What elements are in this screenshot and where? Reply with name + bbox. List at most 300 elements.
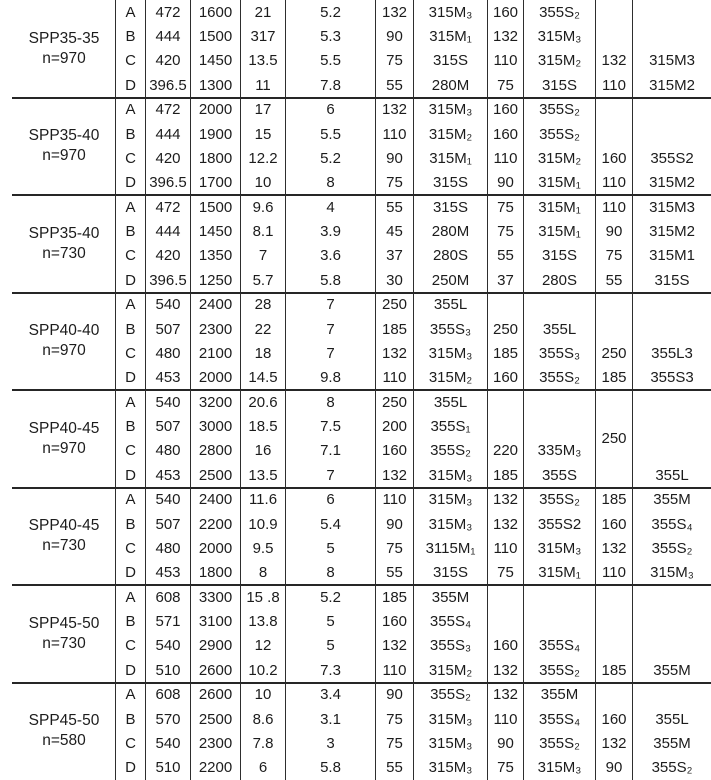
value-cell: 2900 <box>198 637 233 655</box>
model-name: SPP35-40 <box>28 224 100 242</box>
power-value-cell: 110 <box>602 564 626 582</box>
column-row-letter <box>115 0 145 98</box>
column-power-value <box>595 390 632 488</box>
power-value-cell: 250 <box>601 430 627 448</box>
motor-type-cell <box>633 317 711 341</box>
value-cell: 2300 <box>198 734 233 752</box>
value-cell: 2400 <box>198 491 233 509</box>
value-cell: 9.8 <box>320 369 341 387</box>
power-value-cell: 185 <box>492 466 519 484</box>
column-motor-type <box>632 98 711 196</box>
motor-type-cell: 355L <box>433 393 468 411</box>
value-cell: 6 <box>258 759 268 777</box>
motor-type-cell <box>633 439 711 463</box>
motor-type-cell: 355S₁ <box>430 418 471 436</box>
column-value <box>240 488 285 586</box>
column-value <box>375 585 413 683</box>
model-name: SPP35-40 <box>28 127 100 145</box>
value-cell: 45 <box>386 223 403 241</box>
row-letter-cell: C <box>125 734 136 752</box>
power-value-cell: 75 <box>497 759 514 777</box>
model-name: SPP40-45 <box>28 517 100 535</box>
column-value <box>190 585 240 683</box>
value-cell: 5 <box>326 637 335 655</box>
model-speed: n=970 <box>42 49 86 67</box>
value-cell: 90 <box>386 149 403 167</box>
value-cell: 110 <box>382 661 407 679</box>
value-cell: 75 <box>386 734 403 752</box>
motor-type-cell: 315M₁ <box>538 223 581 241</box>
motor-type-cell: 355S3 <box>650 369 694 387</box>
column-value <box>145 683 190 780</box>
value-cell: 507 <box>155 515 181 533</box>
column-power-value <box>595 0 632 98</box>
power-value-cell: 132 <box>492 28 519 46</box>
power-value-cell <box>488 609 523 633</box>
value-cell: 5.5 <box>320 52 341 70</box>
motor-type-cell <box>633 609 711 633</box>
power-value-cell: 160 <box>492 125 519 143</box>
value-cell: 8 <box>258 564 268 582</box>
column-motor-type <box>413 390 487 488</box>
value-cell: 1500 <box>198 198 233 216</box>
value-cell: 317 <box>250 28 276 46</box>
value-cell: 75 <box>386 174 403 192</box>
power-value-cell: 75 <box>497 564 514 582</box>
motor-type-cell: 315S <box>432 174 469 192</box>
value-cell: 10 <box>254 686 272 704</box>
motor-type-cell: 315M₃ <box>537 28 582 46</box>
power-value-cell <box>596 683 632 707</box>
power-value-cell: 185 <box>601 369 627 387</box>
power-value-cell: 37 <box>497 271 514 289</box>
row-letter-cell: B <box>125 418 136 436</box>
column-value <box>145 98 190 196</box>
value-cell: 3200 <box>198 393 233 411</box>
model-speed: n=970 <box>42 147 86 165</box>
value-cell: 1350 <box>198 247 233 265</box>
row-letter-cell: D <box>125 271 136 289</box>
motor-type-cell: 355S₄ <box>538 710 581 728</box>
column-value <box>285 293 375 391</box>
value-cell: 7 <box>326 344 335 362</box>
value-cell: 570 <box>155 710 181 728</box>
value-cell: 7.8 <box>252 734 274 752</box>
power-value-cell: 75 <box>497 198 514 216</box>
motor-type-cell: 355S₄ <box>651 515 693 533</box>
value-cell: 110 <box>382 491 407 509</box>
value-cell: 2600 <box>198 661 233 679</box>
model-group <box>0 488 711 586</box>
value-cell: 13.5 <box>248 52 278 70</box>
value-cell: 37 <box>386 247 403 265</box>
column-row-letter <box>115 390 145 488</box>
power-value-cell: 250 <box>601 344 627 362</box>
value-cell: 75 <box>386 710 403 728</box>
value-cell: 110 <box>382 125 407 143</box>
motor-type-cell: 355M <box>653 734 691 752</box>
value-cell: 132 <box>381 466 408 484</box>
model-group <box>0 293 711 391</box>
row-letter-cell: B <box>125 613 136 631</box>
motor-type-cell: 355S₂ <box>539 734 580 752</box>
column-power-value <box>487 683 523 780</box>
column-power-value <box>487 98 523 196</box>
column-row-letter <box>115 585 145 683</box>
power-value-cell: 90 <box>497 734 514 752</box>
column-motor-type <box>632 390 711 488</box>
column-motor-type <box>523 585 595 683</box>
column-motor-type <box>413 293 487 391</box>
row-letter-cell: C <box>125 247 136 265</box>
value-cell: 444 <box>155 28 181 46</box>
motor-type-cell: 315S <box>541 76 578 94</box>
value-cell: 472 <box>155 101 181 119</box>
column-value <box>240 98 285 196</box>
value-cell: 2200 <box>198 759 233 777</box>
value-cell: 480 <box>155 344 181 362</box>
power-value-cell <box>596 634 632 658</box>
power-value-cell: 110 <box>602 174 626 192</box>
value-cell: 5.8 <box>320 271 341 289</box>
value-cell: 453 <box>155 564 181 582</box>
value-cell: 8 <box>326 564 335 582</box>
column-motor-type <box>523 293 595 391</box>
value-cell: 20.6 <box>248 393 278 411</box>
column-value <box>145 390 190 488</box>
power-value-cell: 132 <box>492 491 519 509</box>
model-name: SPP45-50 <box>28 614 100 632</box>
motor-type-cell: 315M2 <box>649 223 695 241</box>
row-letter-cell: C <box>125 344 136 362</box>
motor-type-cell: 315M₂ <box>537 149 582 167</box>
motor-type-cell: 280M <box>431 223 470 241</box>
column-motor-type <box>632 585 711 683</box>
value-cell: 9.6 <box>252 198 274 216</box>
column-value <box>145 488 190 586</box>
power-value-cell: 132 <box>601 539 627 557</box>
row-letter-cell: B <box>125 710 136 728</box>
column-motor-type <box>632 293 711 391</box>
power-value-cell: 55 <box>605 271 623 289</box>
value-cell: 250 <box>381 296 408 314</box>
column-motor-type <box>523 98 595 196</box>
power-value-cell: 250 <box>492 320 519 338</box>
value-cell: 13.8 <box>248 613 278 631</box>
row-letter-cell: D <box>125 76 136 94</box>
motor-type-cell: 355L <box>655 466 689 484</box>
column-motor-type <box>523 0 595 98</box>
value-cell: 11 <box>255 76 271 94</box>
column-row-letter <box>115 195 145 293</box>
column-value <box>145 0 190 98</box>
motor-type-cell: 355M <box>540 686 579 704</box>
motor-type-cell: 315S <box>432 564 469 582</box>
value-cell: 540 <box>155 296 181 314</box>
value-cell: 4 <box>326 198 335 216</box>
power-value-cell: 160 <box>601 710 627 728</box>
column-power-value <box>595 683 632 780</box>
motor-type-cell <box>633 0 711 24</box>
value-cell: 18.5 <box>248 418 278 436</box>
value-cell: 12.2 <box>248 149 278 167</box>
motor-type-cell: 355S₂ <box>539 369 580 387</box>
column-motor-type <box>523 683 595 780</box>
motor-type-cell: 315M₁ <box>538 564 581 582</box>
value-cell: 160 <box>381 613 408 631</box>
motor-type-cell <box>524 293 595 317</box>
column-value <box>190 390 240 488</box>
power-value-cell: 90 <box>605 223 623 241</box>
power-value-cell: 132 <box>601 52 627 70</box>
row-letter-cell: B <box>125 515 136 533</box>
motor-type-cell: 315M₂ <box>537 52 582 70</box>
row-letter-cell: A <box>125 296 136 314</box>
column-value <box>240 293 285 391</box>
motor-type-cell: 315M₁ <box>538 198 581 216</box>
power-value-cell: 90 <box>497 174 514 192</box>
motor-type-cell: 315M₃ <box>428 710 473 728</box>
value-cell: 420 <box>155 247 181 265</box>
column-motor-type <box>413 683 487 780</box>
model-speed: n=970 <box>42 342 86 360</box>
value-cell: 110 <box>382 369 407 387</box>
value-cell: 7 <box>326 466 335 484</box>
value-cell: 90 <box>386 28 403 46</box>
motor-type-cell: 355L <box>655 710 689 728</box>
value-cell: 90 <box>386 686 403 704</box>
motor-type-cell <box>633 24 711 48</box>
value-cell: 540 <box>155 491 181 509</box>
motor-type-cell: 355S₃ <box>538 344 581 362</box>
column-value <box>240 195 285 293</box>
value-cell: 8 <box>326 174 335 192</box>
motor-type-cell: 3115M₁ <box>425 539 476 557</box>
motor-type-cell: 315M₃ <box>428 344 473 362</box>
motor-type-cell: 355S₂ <box>430 686 471 704</box>
value-cell: 472 <box>155 3 181 21</box>
value-cell: 185 <box>381 320 408 338</box>
row-letter-cell: C <box>125 539 136 557</box>
model-group <box>0 195 711 293</box>
row-letter-cell: D <box>125 661 136 679</box>
row-letter-cell: D <box>125 174 136 192</box>
value-cell: 396.5 <box>149 271 187 289</box>
row-letter-cell: A <box>125 491 136 509</box>
column-power-value <box>487 195 523 293</box>
motor-type-cell: 355L <box>433 296 468 314</box>
column-value <box>375 488 413 586</box>
value-cell: 5.5 <box>320 125 341 143</box>
row-letter-cell: D <box>125 564 136 582</box>
value-cell: 5 <box>326 539 335 557</box>
row-letter-cell: C <box>125 637 136 655</box>
motor-type-cell: 315M₃ <box>428 466 473 484</box>
value-cell: 200 <box>381 418 408 436</box>
motor-type-cell <box>633 293 711 317</box>
column-value <box>240 0 285 98</box>
power-value-cell: 110 <box>602 198 626 216</box>
value-cell: 5 <box>326 613 335 631</box>
column-row-letter <box>115 683 145 780</box>
power-value-cell <box>488 414 523 438</box>
power-value-cell: 160 <box>601 515 627 533</box>
motor-type-cell: 315M₃ <box>428 101 473 119</box>
value-cell: 1800 <box>198 564 233 582</box>
model-cell <box>0 390 115 488</box>
power-value-cell <box>596 609 632 633</box>
column-value <box>375 98 413 196</box>
column-motor-type <box>413 488 487 586</box>
power-value-cell: 185 <box>601 661 627 679</box>
column-row-letter <box>115 293 145 391</box>
column-motor-type <box>413 0 487 98</box>
model-cell <box>0 195 115 293</box>
model-name: SPP35-35 <box>28 29 100 47</box>
model-name: SPP40-40 <box>28 322 100 340</box>
value-cell: 7 <box>326 296 335 314</box>
value-cell: 132 <box>381 637 408 655</box>
value-cell: 510 <box>155 661 181 679</box>
motor-type-cell <box>633 414 711 438</box>
column-value <box>240 390 285 488</box>
power-value-cell <box>596 98 632 122</box>
power-value-cell: 160 <box>601 149 627 167</box>
column-value <box>145 293 190 391</box>
column-power-value <box>595 195 632 293</box>
motor-type-cell: 355M <box>653 491 691 509</box>
motor-type-cell <box>633 683 711 707</box>
value-cell: 1300 <box>198 76 233 94</box>
motor-type-cell: 280S <box>541 271 578 289</box>
motor-type-cell <box>633 634 711 658</box>
motor-type-cell: 315M₃ <box>537 759 582 777</box>
motor-type-cell <box>633 585 711 609</box>
value-cell: 396.5 <box>149 174 187 192</box>
model-name: SPP45-50 <box>28 712 100 730</box>
value-cell: 540 <box>155 734 181 752</box>
power-value-cell: 160 <box>492 101 519 119</box>
motor-type-cell: 355S₂ <box>539 661 580 679</box>
power-value-cell: 110 <box>493 539 518 557</box>
value-cell: 571 <box>155 613 181 631</box>
motor-type-cell: 315M₁ <box>429 149 472 167</box>
value-cell: 3.1 <box>320 710 341 728</box>
column-value <box>240 585 285 683</box>
value-cell: 6 <box>326 101 335 119</box>
column-value <box>375 390 413 488</box>
value-cell: 10.2 <box>248 661 278 679</box>
power-value-cell: 75 <box>605 247 623 265</box>
motor-type-cell: 355S₃ <box>429 320 472 338</box>
value-cell: 444 <box>155 223 181 241</box>
row-letter-cell: B <box>125 223 136 241</box>
power-value-cell: 132 <box>601 734 627 752</box>
column-value <box>375 0 413 98</box>
value-cell: 3 <box>326 734 335 752</box>
row-letter-cell: B <box>125 320 136 338</box>
value-cell: 2600 <box>198 686 233 704</box>
value-cell: 453 <box>155 369 181 387</box>
model-group <box>0 390 711 488</box>
motor-type-cell: 355S₂ <box>539 3 580 21</box>
column-power-value <box>487 293 523 391</box>
motor-type-cell <box>633 98 711 122</box>
motor-type-cell: 315M₂ <box>428 369 473 387</box>
motor-type-cell: 315M₃ <box>428 734 473 752</box>
motor-type-cell: 355S₂ <box>539 491 580 509</box>
column-motor-type <box>523 195 595 293</box>
value-cell: 2300 <box>198 320 233 338</box>
value-cell: 22 <box>254 320 272 338</box>
column-motor-type <box>413 585 487 683</box>
motor-type-cell: 315M₃ <box>650 564 694 582</box>
value-cell: 480 <box>155 539 181 557</box>
motor-type-cell: 250M <box>431 271 470 289</box>
motor-type-cell: 355S₃ <box>429 637 472 655</box>
value-cell: 8 <box>326 393 335 411</box>
value-cell: 5.2 <box>320 3 341 21</box>
column-row-letter <box>115 98 145 196</box>
motor-type-cell: 315M₂ <box>428 125 473 143</box>
value-cell: 15 <box>254 125 272 143</box>
value-cell: 2100 <box>198 344 233 362</box>
column-power-value <box>595 98 632 196</box>
value-cell: 5.2 <box>320 149 341 167</box>
model-speed: n=970 <box>42 439 86 457</box>
column-value <box>190 98 240 196</box>
column-motor-type <box>413 98 487 196</box>
value-cell: 7.3 <box>320 661 341 679</box>
motor-type-cell: 355S₂ <box>651 539 693 557</box>
value-cell: 3.4 <box>320 686 341 704</box>
motor-type-cell: 355M <box>653 661 691 679</box>
motor-type-cell <box>633 122 711 146</box>
motor-type-cell <box>524 585 595 609</box>
motor-type-cell: 315S <box>541 247 578 265</box>
value-cell: 9.5 <box>252 539 274 557</box>
column-value <box>285 683 375 780</box>
power-value-cell: 75 <box>497 223 514 241</box>
motor-type-cell: 315M1 <box>649 247 695 265</box>
value-cell: 6 <box>326 491 335 509</box>
value-cell: 160 <box>381 442 408 460</box>
motor-type-cell <box>524 390 595 414</box>
column-value <box>285 488 375 586</box>
power-value-cell: 160 <box>492 369 519 387</box>
column-power-value <box>487 585 523 683</box>
motor-type-cell: 355S₄ <box>429 613 472 631</box>
model-group <box>0 98 711 196</box>
value-cell: 472 <box>155 198 181 216</box>
row-letter-cell: A <box>125 588 136 606</box>
motor-type-cell <box>633 390 711 414</box>
power-value-cell: 132 <box>492 515 519 533</box>
power-value-cell <box>488 585 523 609</box>
motor-type-cell: 355S₂ <box>651 759 693 777</box>
row-letter-cell: D <box>125 466 136 484</box>
value-cell: 250 <box>381 393 408 411</box>
value-cell: 10.9 <box>248 515 278 533</box>
column-value <box>285 98 375 196</box>
column-value <box>375 293 413 391</box>
value-cell: 1700 <box>198 174 233 192</box>
motor-type-cell: 315M3 <box>649 198 695 216</box>
value-cell: 540 <box>155 637 181 655</box>
motor-type-cell: 355S <box>541 466 578 484</box>
column-motor-type <box>523 488 595 586</box>
column-value <box>190 195 240 293</box>
